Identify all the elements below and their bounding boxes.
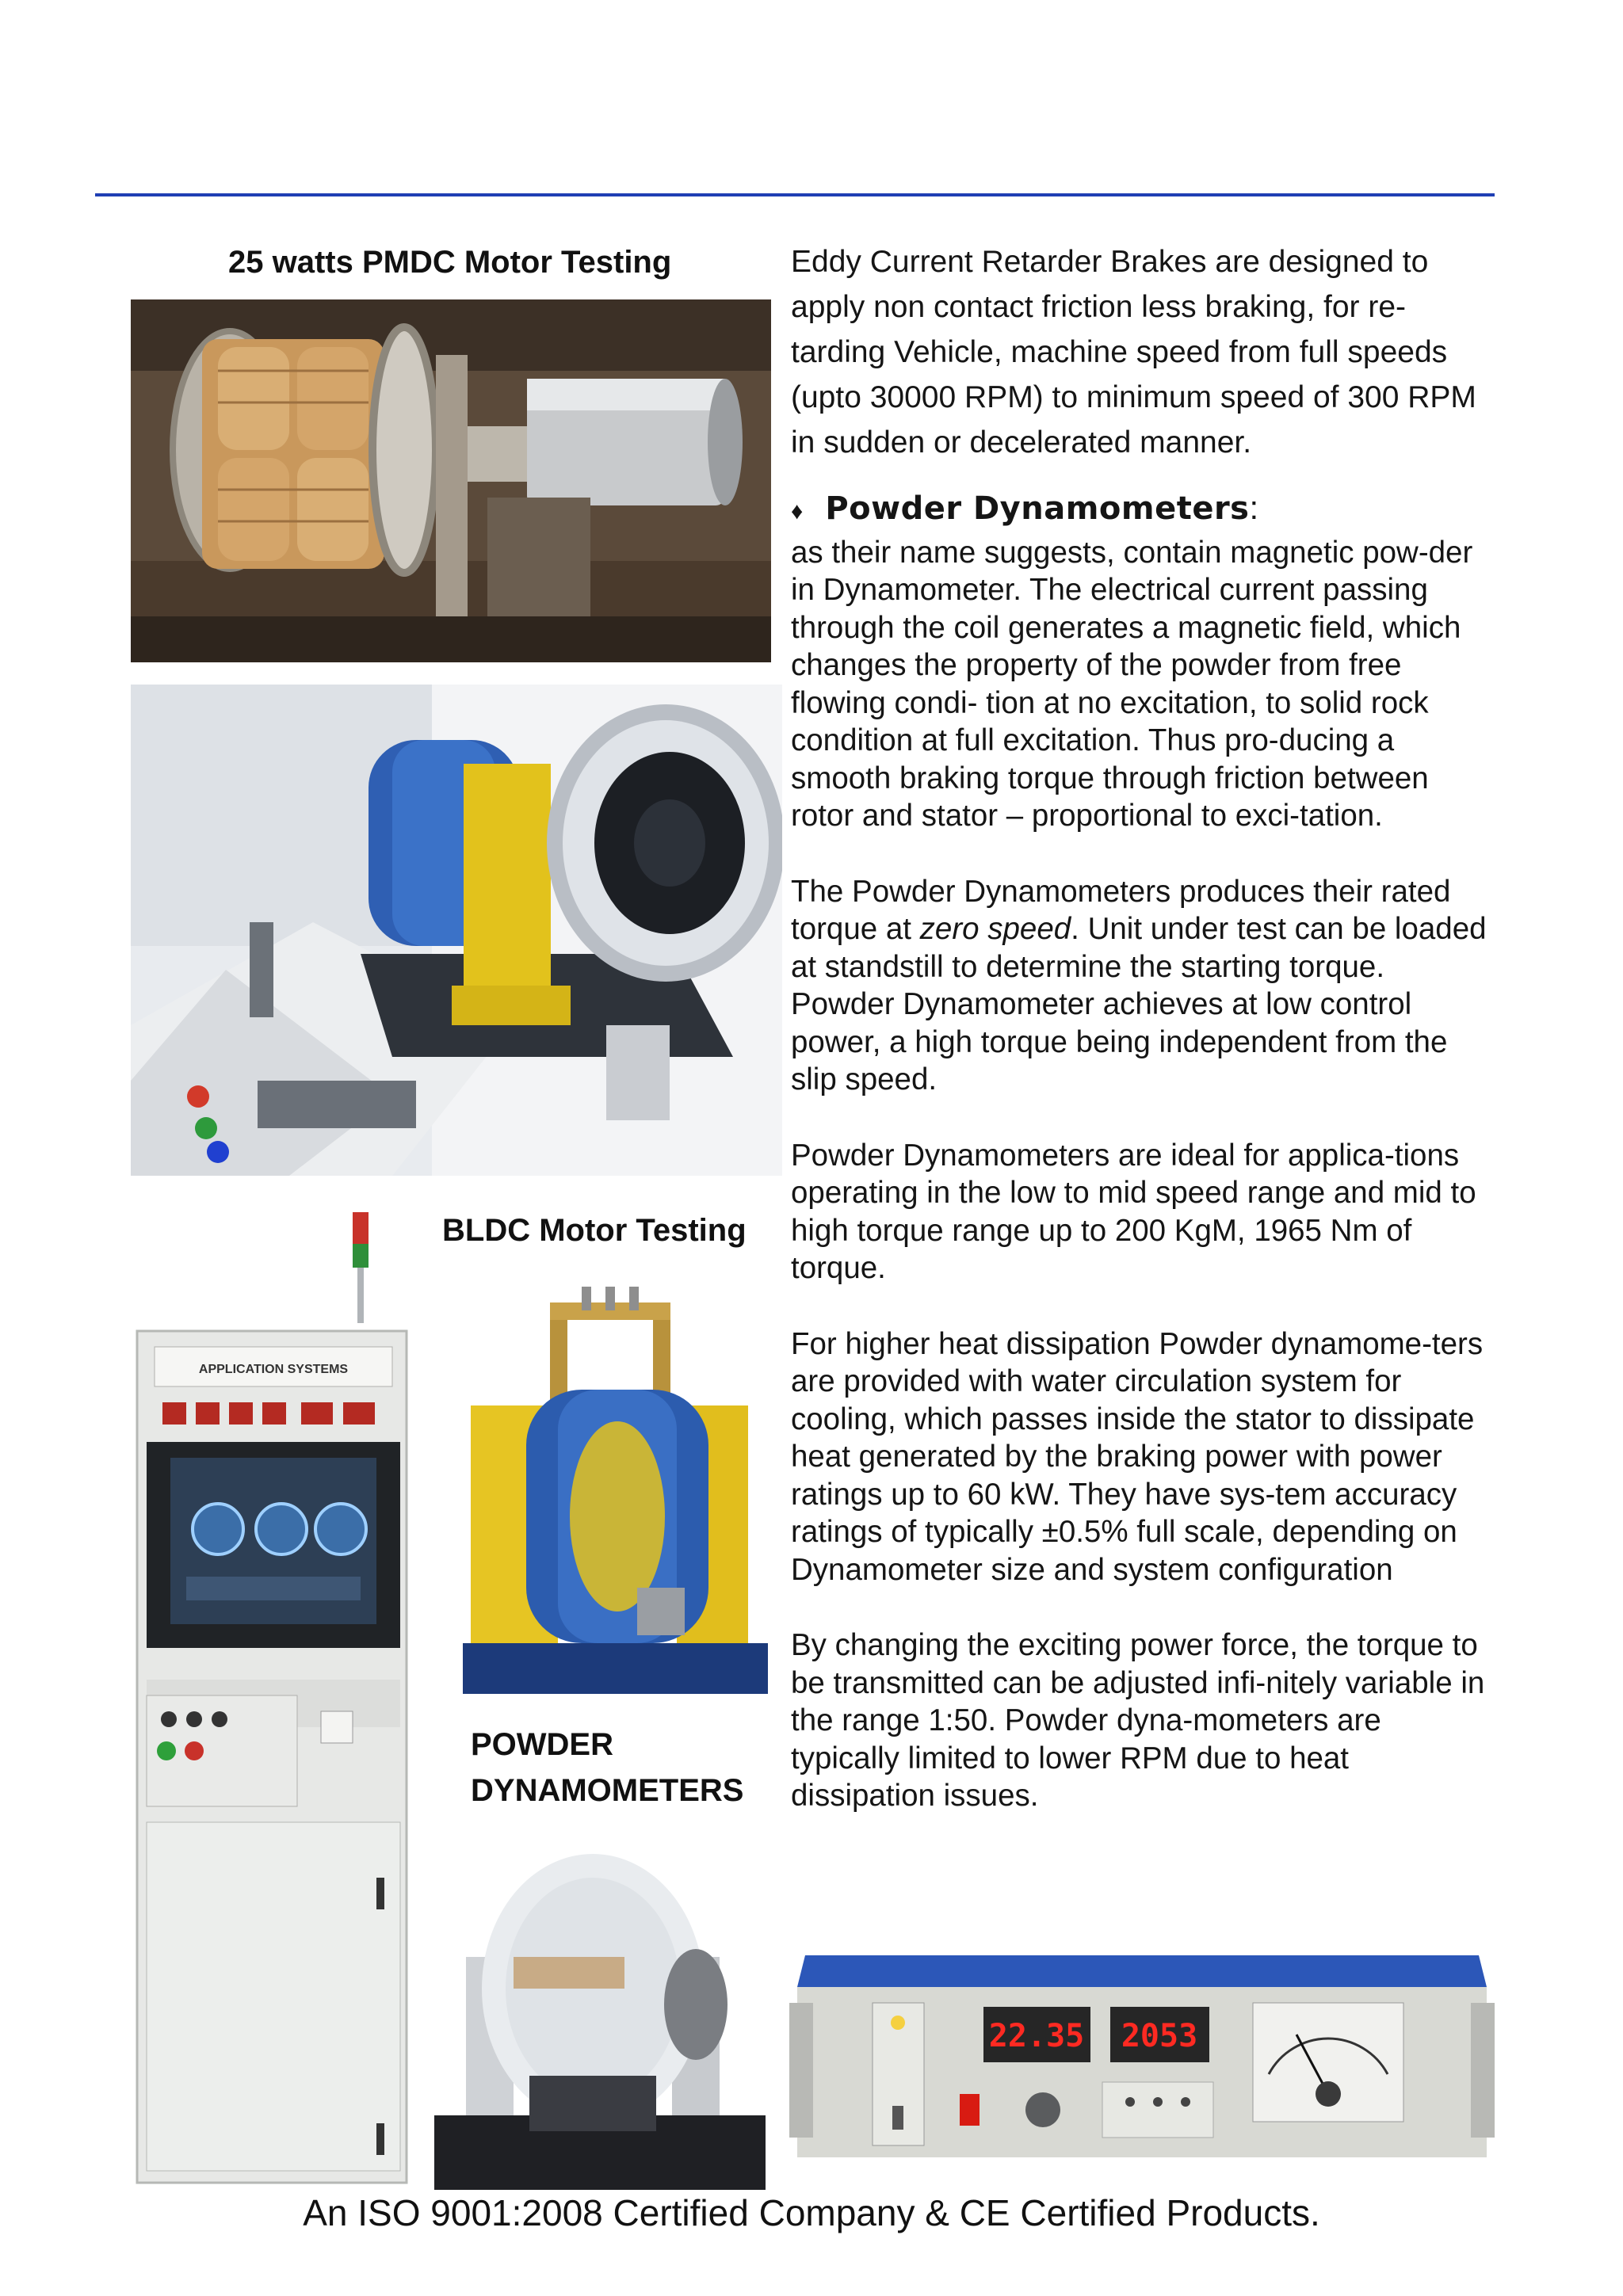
powder-paragraph-1: as their name suggests, contain magnetic pow-der in Dynamometer. The electrical current passing through the coil generates a magnetic field, which changes the property of the powder from free flowing condi- tion at no excitation, to solid rock condition at full excitation. Thus pro-ducing a smooth braking torque through friction between rotor and stator – proportional to exci-tation. (791, 535, 1473, 833)
powder-paragraph-2 (791, 873, 1488, 1099)
footer-certification: An ISO 9001:2008 Certified Company & CE Certified Products. (303, 2192, 1320, 2233)
caption-powder (471, 1722, 743, 1814)
powder-paragraph-5: By changing the exciting power force, the torque to be transmitted can be adjusted infi-nitely variable in the range 1:50. Powder dyna-mometers are typically limited to lower RPM due to heat dissipation issues. (791, 1628, 1485, 1813)
text-column (791, 239, 1488, 1815)
photo-bldc-dynamometer (463, 1279, 768, 1694)
powder-paragraph-2-part-1: The Powder Dynamometers produces their rated torque at (791, 874, 1451, 946)
section-heading-suffix: : (1249, 489, 1259, 526)
cabinet-panel-label: APPLICATION SYSTEMS (198, 1363, 349, 1376)
caption-bldc: BLDC Motor Testing (442, 1213, 747, 1248)
header-rule (95, 193, 1495, 196)
photo-control-panel (789, 1932, 1495, 2163)
powder-paragraph-4: For higher heat dissipation Powder dynamome-ters are provided with water circulation system for cooling, which passes inside the stator to dissipate heat generated by the braking power with power ratings up to 60 kW. They have sys-tem accuracy ratings of typically ±0.5% full scale, depending on Dynamometer size and system configuration (791, 1326, 1484, 1587)
caption-pmdc: 25 watts PMDC Motor Testing (228, 245, 672, 280)
bullet-diamond-icon: ♦ (791, 498, 804, 524)
photo-powder-dynamometer (434, 1854, 766, 2190)
photo-wheel-dynamometer (131, 685, 782, 1176)
caption-powder-line1: POWDER (471, 1727, 613, 1762)
section-heading (791, 489, 1488, 531)
meter-left-readout: 22.35 (988, 2018, 1085, 2054)
intro-paragraph: Eddy Current Retarder Brakes are designed to apply non contact friction less braking, for re-tarding Vehicle, machine speed from full speeds (upto 30000 RPM) to minimum speed of 300 RPM in sudden or decelerated manner. (791, 245, 1476, 460)
photo-pmdc-motor-rig (131, 299, 771, 662)
powder-paragraph-2-emphasis: zero speed (919, 912, 1071, 946)
photo-control-cabinet (131, 1204, 416, 2190)
powder-paragraph-2-part-2: . Unit under test can be loaded at standstill to determine the starting torque. Powder Dynamometer achieves at low control power, a high torque being independent from the slip speed. (791, 912, 1487, 1097)
section-heading-text: Powder Dynamometers (825, 490, 1250, 527)
meter-right-readout: 2053 (1121, 2018, 1198, 2054)
powder-paragraph-3: Powder Dynamometers are ideal for applica-tions operating in the low to mid speed range and mid to high torque range up to 200 KgM, 1965 Nm of torque. (791, 1138, 1476, 1285)
caption-powder-line2: DYNAMOMETERS (471, 1773, 744, 1808)
